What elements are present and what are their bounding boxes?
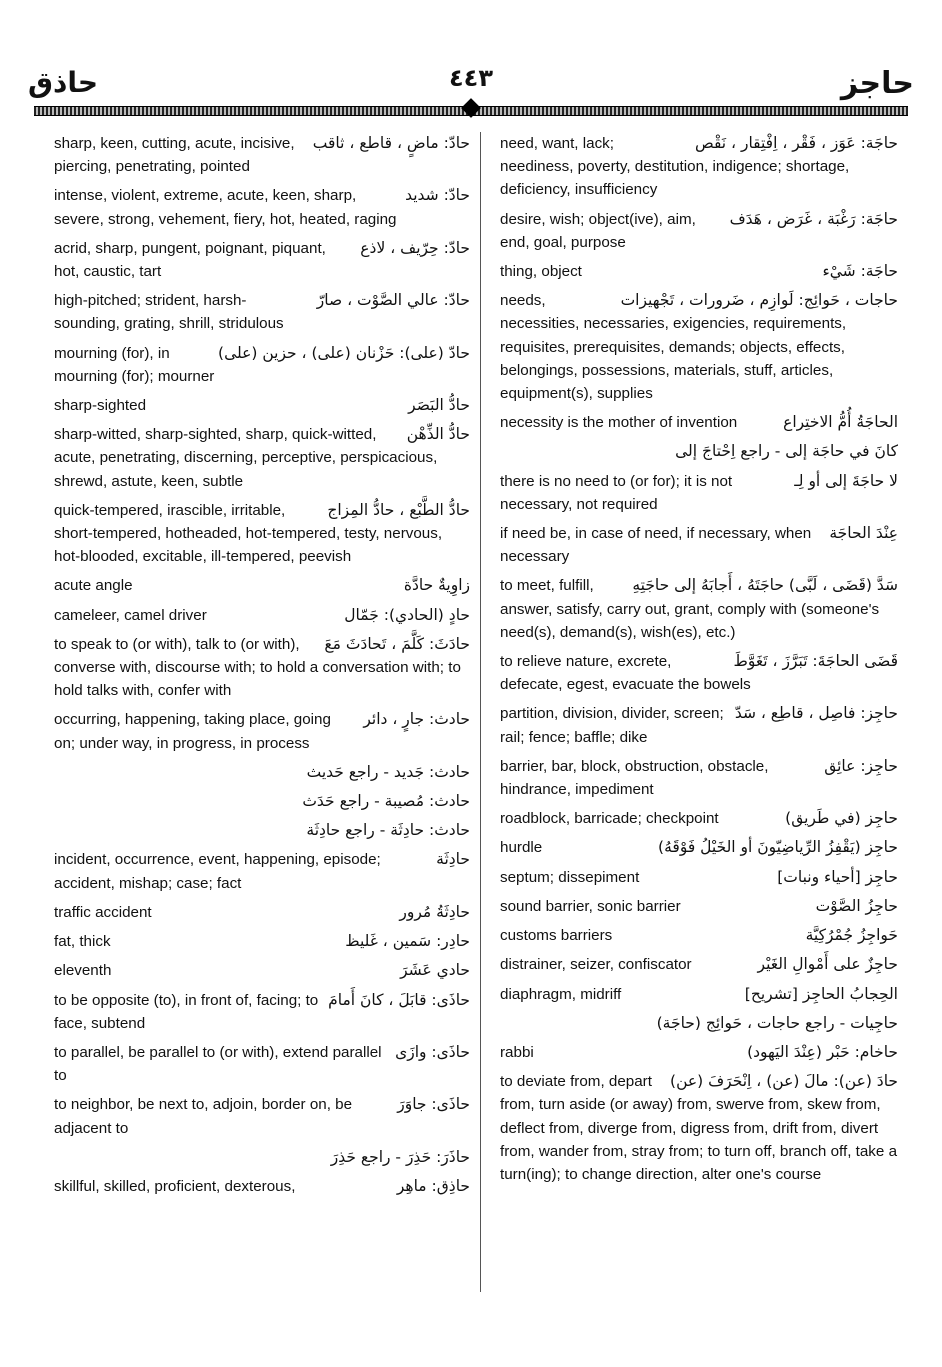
arabic-headword: حاجِيات - راجع حاجات ، حَوائِج (حاجَة) bbox=[656, 1013, 898, 1032]
arabic-headword: حادّ (على): حَزْنان (على) ، حزين (على) bbox=[218, 343, 470, 362]
english-definition: septum; dissepiment bbox=[500, 868, 640, 886]
dictionary-entry bbox=[500, 650, 898, 696]
english-definition: high-pitched; strident, harsh-sounding, grating, shrill, stridulous bbox=[54, 292, 284, 333]
arabic-headword: الحِجابُ الحاجِز [تشريح] bbox=[744, 984, 898, 1003]
arabic-headword: حاجِزٌ على أَمْوالِ الغَيْر bbox=[757, 955, 898, 974]
dictionary-entry bbox=[54, 959, 470, 982]
dictionary-entry bbox=[54, 237, 470, 283]
dictionary-entry bbox=[500, 895, 898, 918]
arabic-headword: حاجات ، حَوائِج: لَوازِم ، ضَرورات ، تَجْهيزات bbox=[620, 291, 898, 310]
english-definition: desire, wish; object(ive), aim, end, goal, purpose bbox=[500, 210, 696, 251]
english-definition: necessity is the mother of invention bbox=[500, 414, 738, 432]
dictionary-entry bbox=[54, 1146, 470, 1169]
dictionary-entry bbox=[54, 930, 470, 953]
dictionary-entry bbox=[500, 289, 898, 405]
dictionary-entry bbox=[54, 574, 470, 597]
dictionary-entry bbox=[500, 983, 898, 1006]
english-definition: acute angle bbox=[54, 577, 133, 595]
dictionary-entry bbox=[54, 1093, 470, 1139]
page-header bbox=[24, 60, 918, 130]
column-divider bbox=[480, 132, 481, 1292]
arabic-headword: حادُّ الطَّبْع ، حادُّ المِزاج bbox=[327, 500, 470, 519]
english-definition: to be opposite (to), in front of, facing; to face, subtend bbox=[54, 991, 319, 1032]
arabic-headword: حادُّ الذِّهْن bbox=[406, 425, 470, 444]
page-number: ٤٤٣ bbox=[449, 64, 493, 92]
dictionary-entry bbox=[500, 953, 898, 976]
english-definition: need, want, lack; neediness, poverty, destitution, indigence; shortage, deficiency, insufficiency bbox=[500, 135, 850, 199]
dictionary-entry bbox=[54, 790, 470, 813]
dictionary-entry bbox=[500, 132, 898, 202]
dictionary-entry bbox=[500, 924, 898, 947]
english-definition: incident, occurrence, event, happening, episode; accident, mishap; case; fact bbox=[54, 851, 381, 892]
english-definition: barrier, bar, block, obstruction, obstacle, hindrance, impediment bbox=[500, 757, 769, 799]
english-definition: sound barrier, sonic barrier bbox=[500, 897, 681, 915]
arabic-headword: حادِر: سَمين ، غَليظ bbox=[345, 932, 470, 951]
english-definition: to meet, fulfill, answer, satisfy, carry out, grant, comply with (someone's need(s), demand(s), wish(es), etc.) bbox=[500, 577, 880, 641]
dictionary-entry bbox=[54, 499, 470, 569]
dictionary-entry bbox=[54, 1175, 470, 1198]
arabic-headword: حادَ (عن): مالَ (عن) ، اِنْحَرَفَ (عن) bbox=[670, 1072, 898, 1091]
english-definition: to relieve nature, excrete, defecate, egest, evacuate the bowels bbox=[500, 653, 751, 694]
dictionary-entry bbox=[54, 184, 470, 230]
arabic-headword: لا حاجَةَ إلى أو لِـ bbox=[794, 471, 898, 490]
dictionary-entry bbox=[500, 866, 898, 889]
arabic-headword: حادي عَشَرَ bbox=[400, 961, 470, 980]
header-rule bbox=[34, 104, 908, 116]
arabic-headword: حادّ: شديد bbox=[405, 186, 470, 205]
english-definition: diaphragm, midriff bbox=[500, 985, 622, 1003]
english-definition: occurring, happening, taking place, going on; under way, in progress, in process bbox=[54, 711, 331, 752]
english-definition: to speak to (or with), talk to (or with), converse with, discourse with; to hold a conversation with; to hold talks with, confer with bbox=[54, 635, 461, 700]
right-column bbox=[500, 132, 898, 1192]
dictionary-entry bbox=[500, 411, 898, 434]
english-definition: hurdle bbox=[500, 839, 543, 857]
dictionary-entry bbox=[500, 1012, 898, 1035]
english-definition: mourning (for), in mourning (for); mourner bbox=[54, 344, 215, 385]
arabic-headword: حادث: حادِثَة - راجع حادِثَة bbox=[306, 821, 470, 840]
dictionary-entry bbox=[54, 901, 470, 924]
dictionary-entry bbox=[500, 836, 898, 859]
arabic-headword: عِنْدَ الحاجَة bbox=[829, 524, 898, 543]
arabic-headword: حاجِز: فاصِل ، قاطِع ، سَدّ bbox=[734, 704, 898, 723]
dictionary-entry bbox=[500, 1070, 898, 1186]
arabic-headword: كانَ في حاجَة إلى - راجع اِحْتاجَ إلى bbox=[675, 442, 898, 461]
english-definition: traffic accident bbox=[54, 903, 152, 921]
english-definition: roadblock, barricade; checkpoint bbox=[500, 810, 719, 828]
arabic-headword: حاذِق: ماهِر bbox=[396, 1176, 470, 1195]
dictionary-entry bbox=[500, 440, 898, 463]
arabic-headword: حاجِز (يَقْفِزُ الرِّياضِيّونَ أو الخَيْلُ فَوْقَهُ) bbox=[658, 838, 898, 857]
arabic-headword: حاذَى: وازَى bbox=[395, 1042, 470, 1061]
arabic-headword: حادِثَةُ مُرور bbox=[399, 902, 470, 921]
english-definition: rabbi bbox=[500, 1043, 534, 1061]
dictionary-entry bbox=[500, 574, 898, 644]
dictionary-entry bbox=[54, 708, 470, 754]
english-definition: partition, division, divider, screen; rail; fence; baffle; dike bbox=[500, 705, 724, 746]
arabic-headword: حادّ: عالي الصَّوْت ، صارّ bbox=[316, 291, 470, 310]
arabic-headword: قَضَى الحاجَةَ: تَبَرَّزَ ، تَغَوَّطَ bbox=[733, 652, 898, 671]
arabic-headword: حادَثَ: كَلَّمَ ، تَحادَثَ مَعَ bbox=[324, 634, 470, 653]
english-definition: sharp, keen, cutting, acute, incisive, piercing, penetrating, pointed bbox=[54, 135, 295, 176]
arabic-headword: حاجِز (في طَريق) bbox=[785, 809, 898, 828]
english-definition: sharp-witted, sharp-sighted, sharp, quick-witted, acute, penetrating, discerning, perceptive, perspicacious, shrewd, astute, keen, subtle bbox=[54, 426, 438, 490]
arabic-headword: حادث: جارٍ ، دائر bbox=[363, 710, 470, 729]
english-definition: sharp-sighted bbox=[54, 397, 147, 415]
english-definition: customs barriers bbox=[500, 927, 613, 945]
arabic-headword: حادُّ البَصَر bbox=[408, 396, 470, 415]
arabic-headword: حادٍ (الحادي): جَمّال bbox=[344, 605, 470, 624]
dictionary-entry bbox=[500, 702, 898, 748]
english-definition: intense, violent, extreme, acute, keen, sharp, severe, strong, vehement, fiery, hot, heated, raging bbox=[54, 187, 397, 228]
dictionary-entry bbox=[500, 1041, 898, 1064]
english-definition: needs, necessities, necessaries, exigencies, requirements, requisites, prerequisites, demands; objects, effects, belongings, possessions, materials, stuff, articles, equipment(s), supplies bbox=[500, 292, 847, 403]
arabic-headword: حاجَة: رَغْبَة ، غَرَض ، هَدَف bbox=[729, 209, 898, 228]
dictionary-entry bbox=[54, 394, 470, 417]
arabic-headword: حاجَة: شَيْء bbox=[822, 262, 898, 281]
dictionary-entry bbox=[500, 755, 898, 801]
dictionary-entry bbox=[54, 1041, 470, 1087]
arabic-headword: حاخام: حَبْر (عِنْدَ اليَهود) bbox=[747, 1042, 898, 1061]
english-definition: thing, object bbox=[500, 263, 582, 281]
dictionary-entry bbox=[54, 633, 470, 703]
arabic-headword: حادث: مُصيبة - راجع حَدَث bbox=[302, 792, 470, 811]
dictionary-entry bbox=[500, 260, 898, 283]
english-definition: to parallel, be parallel to (or with), extend parallel to bbox=[54, 1043, 382, 1085]
arabic-headword: حاجَة: عَوَز ، فَقْر ، اِفْتِقار ، نَقْص bbox=[694, 134, 898, 152]
english-definition: quick-tempered, irascible, irritable, short-tempered, hotheaded, hot-tempered, testy, nervous, hot-blooded, excitable, ill-tempered, peevish bbox=[54, 501, 443, 566]
dictionary-entry bbox=[54, 342, 470, 388]
english-definition: fat, thick bbox=[54, 933, 111, 951]
left-running-headword: حاذق bbox=[28, 66, 99, 99]
arabic-headword: حادث: جَديد - راجع حَديث bbox=[306, 762, 470, 781]
arabic-headword: حادِثَة bbox=[436, 850, 470, 869]
dictionary-entry bbox=[54, 132, 470, 178]
dictionary-entry bbox=[54, 761, 470, 784]
dictionary-entry bbox=[54, 848, 470, 894]
english-definition: distrainer, seizer, confiscator bbox=[500, 956, 692, 974]
arabic-headword: حَواجِزُ جُمْرُكِيَّة bbox=[805, 926, 898, 945]
arabic-headword: حاجِز [أحياء ونبات] bbox=[777, 867, 898, 886]
arabic-headword: حاجِزُ الصَّوْت bbox=[815, 896, 898, 915]
right-running-headword: حاجز bbox=[840, 66, 914, 101]
arabic-headword: الحاجَةُ أُمُّ الاختِراع bbox=[783, 413, 898, 432]
english-definition: skillful, skilled, proficient, dexterous, bbox=[54, 1177, 296, 1195]
arabic-headword: حادّ: حِرّيف ، لاذع bbox=[360, 238, 470, 257]
english-definition: eleventh bbox=[54, 962, 112, 980]
arabic-headword: حاذَى: جاوَرَ bbox=[397, 1095, 470, 1114]
dictionary-entry bbox=[500, 470, 898, 516]
english-definition: cameleer, camel driver bbox=[54, 606, 207, 624]
english-definition: to neighbor, be next to, adjoin, border on, be adjacent to bbox=[54, 1096, 353, 1137]
dictionary-entry bbox=[54, 423, 470, 493]
dictionary-entry bbox=[54, 604, 470, 627]
english-definition: acrid, sharp, pungent, poignant, piquant, hot, caustic, tart bbox=[54, 239, 326, 281]
arabic-headword: حادّ: ماضٍ ، قاطع ، ثاقب bbox=[312, 134, 470, 152]
dictionary-entry bbox=[500, 522, 898, 568]
english-definition: to deviate from, depart from, turn aside (or away) from, swerve from, skew from, deflect from, diverge from, digress from, drift from, divert from, wander from, stray from; to turn off, branch off, take a turn(ing); to change direction, alter one's course bbox=[500, 1073, 898, 1183]
english-definition: if need be, in case of need, if necessary, when necessary bbox=[500, 525, 812, 566]
arabic-headword: حاجِز: عائِق bbox=[824, 756, 898, 775]
arabic-headword: سَدَّ (قَضَى ، لَبَّى) حاجَتَهُ ، أَجابَهُ إلى حاجَتِهِ bbox=[632, 576, 898, 595]
arabic-headword: زاوِيةٌ حادَّة bbox=[403, 576, 470, 595]
dictionary-entry bbox=[54, 289, 470, 335]
dictionary-entry bbox=[54, 989, 470, 1035]
dictionary-entry bbox=[500, 807, 898, 830]
arabic-headword: حاذَى: قابَلَ ، كانَ أَمامَ bbox=[328, 990, 470, 1009]
dictionary-entry bbox=[54, 819, 470, 842]
dictionary-entry bbox=[500, 208, 898, 254]
arabic-headword: حاذَرَ: حَذِرَ - راجع حَذِرَ bbox=[330, 1147, 470, 1166]
english-definition: there is no need to (or for); it is not necessary, not required bbox=[500, 472, 733, 513]
left-column bbox=[54, 132, 470, 1204]
